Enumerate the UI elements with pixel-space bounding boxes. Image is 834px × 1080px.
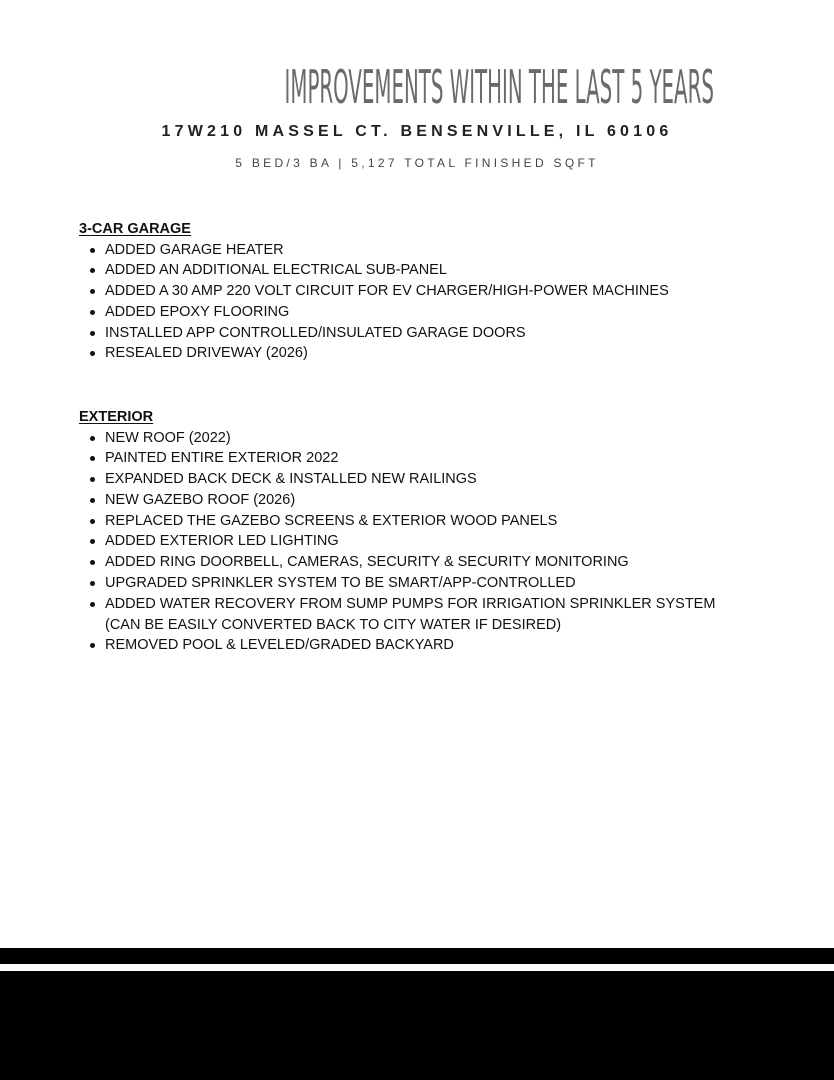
list-item bbox=[79, 343, 779, 364]
page-title bbox=[0, 62, 834, 112]
section-garage bbox=[79, 219, 779, 364]
list-item-text: ADDED EPOXY FLOORING bbox=[105, 303, 290, 320]
list-item bbox=[79, 635, 779, 656]
list-item-text: (CAN BE EASILY CONVERTED BACK TO CITY WATER IF DESIRED) bbox=[105, 616, 562, 633]
list-item bbox=[79, 490, 779, 511]
footer-stripe bbox=[0, 948, 834, 964]
bullet-icon bbox=[90, 477, 95, 482]
list-item bbox=[79, 552, 779, 573]
bullet-icon bbox=[90, 268, 95, 273]
list-item bbox=[79, 260, 779, 281]
bullet-icon bbox=[90, 560, 95, 565]
list-item bbox=[79, 302, 779, 323]
bullet-icon bbox=[90, 248, 95, 253]
garage-list bbox=[79, 240, 779, 365]
list-item-text: NEW ROOF (2022) bbox=[105, 429, 231, 446]
list-item-text: REMOVED POOL & LEVELED/GRADED BACKYARD bbox=[105, 637, 454, 654]
list-item-text: RESEALED DRIVEWAY (2026) bbox=[105, 345, 308, 362]
list-item bbox=[79, 511, 779, 532]
bullet-icon bbox=[90, 581, 95, 586]
list-item-text: ADDED A 30 AMP 220 VOLT CIRCUIT FOR EV CHARGER/HIGH-POWER MACHINES bbox=[105, 283, 669, 300]
list-item-text: ADDED AN ADDITIONAL ELECTRICAL SUB-PANEL bbox=[105, 262, 447, 279]
property-address: 17W210 MASSEL CT. BENSENVILLE, IL 60106 bbox=[161, 123, 673, 140]
section-heading-garage: 3-CAR GARAGE bbox=[79, 221, 191, 237]
list-item bbox=[79, 428, 779, 449]
bullet-icon bbox=[90, 331, 95, 336]
list-item bbox=[79, 469, 779, 490]
property-details: 5 BED/3 BA | 5,127 TOTAL FINISHED SQFT bbox=[235, 156, 599, 170]
bullet-icon bbox=[90, 310, 95, 315]
bullet-icon bbox=[90, 436, 95, 441]
section-exterior bbox=[79, 407, 779, 656]
list-item-text: INSTALLED APP CONTROLLED/INSULATED GARAGE DOORS bbox=[105, 324, 526, 341]
list-item-continuation bbox=[79, 615, 779, 636]
bullet-icon bbox=[90, 289, 95, 294]
bullet-icon bbox=[90, 351, 95, 356]
exterior-list bbox=[79, 428, 779, 657]
list-item-text: ADDED EXTERIOR LED LIGHTING bbox=[105, 533, 339, 550]
list-item-text: NEW GAZEBO ROOF (2026) bbox=[105, 491, 296, 508]
list-item-text: REPLACED THE GAZEBO SCREENS & EXTERIOR WOOD PANELS bbox=[105, 512, 558, 529]
page-title-text: IMPROVEMENTS WITHIN THE LAST 5 YEARS bbox=[284, 60, 714, 114]
list-item bbox=[79, 594, 779, 615]
list-item-text: ADDED WATER RECOVERY FROM SUMP PUMPS FOR IRRIGATION SPRINKLER SYSTEM bbox=[105, 595, 716, 612]
bullet-icon bbox=[90, 643, 95, 648]
list-item bbox=[79, 573, 779, 594]
bullet-icon bbox=[90, 519, 95, 524]
list-item-text: EXPANDED BACK DECK & INSTALLED NEW RAILINGS bbox=[105, 471, 477, 488]
list-item-text: UPGRADED SPRINKLER SYSTEM TO BE SMART/APP-CONTROLLED bbox=[105, 575, 576, 592]
bullet-icon bbox=[90, 456, 95, 461]
footer-band bbox=[0, 971, 834, 1080]
list-item bbox=[79, 240, 779, 261]
list-item bbox=[79, 448, 779, 469]
list-item bbox=[79, 281, 779, 302]
list-item bbox=[79, 323, 779, 344]
section-heading-exterior: EXTERIOR bbox=[79, 409, 154, 425]
bullet-icon bbox=[90, 602, 95, 607]
list-item-text: ADDED GARAGE HEATER bbox=[105, 241, 284, 258]
list-item-text: ADDED RING DOORBELL, CAMERAS, SECURITY & SECURITY MONITORING bbox=[105, 554, 629, 571]
list-item-text: PAINTED ENTIRE EXTERIOR 2022 bbox=[105, 450, 339, 467]
list-item bbox=[79, 531, 779, 552]
bullet-icon bbox=[90, 498, 95, 503]
bullet-icon bbox=[90, 539, 95, 544]
